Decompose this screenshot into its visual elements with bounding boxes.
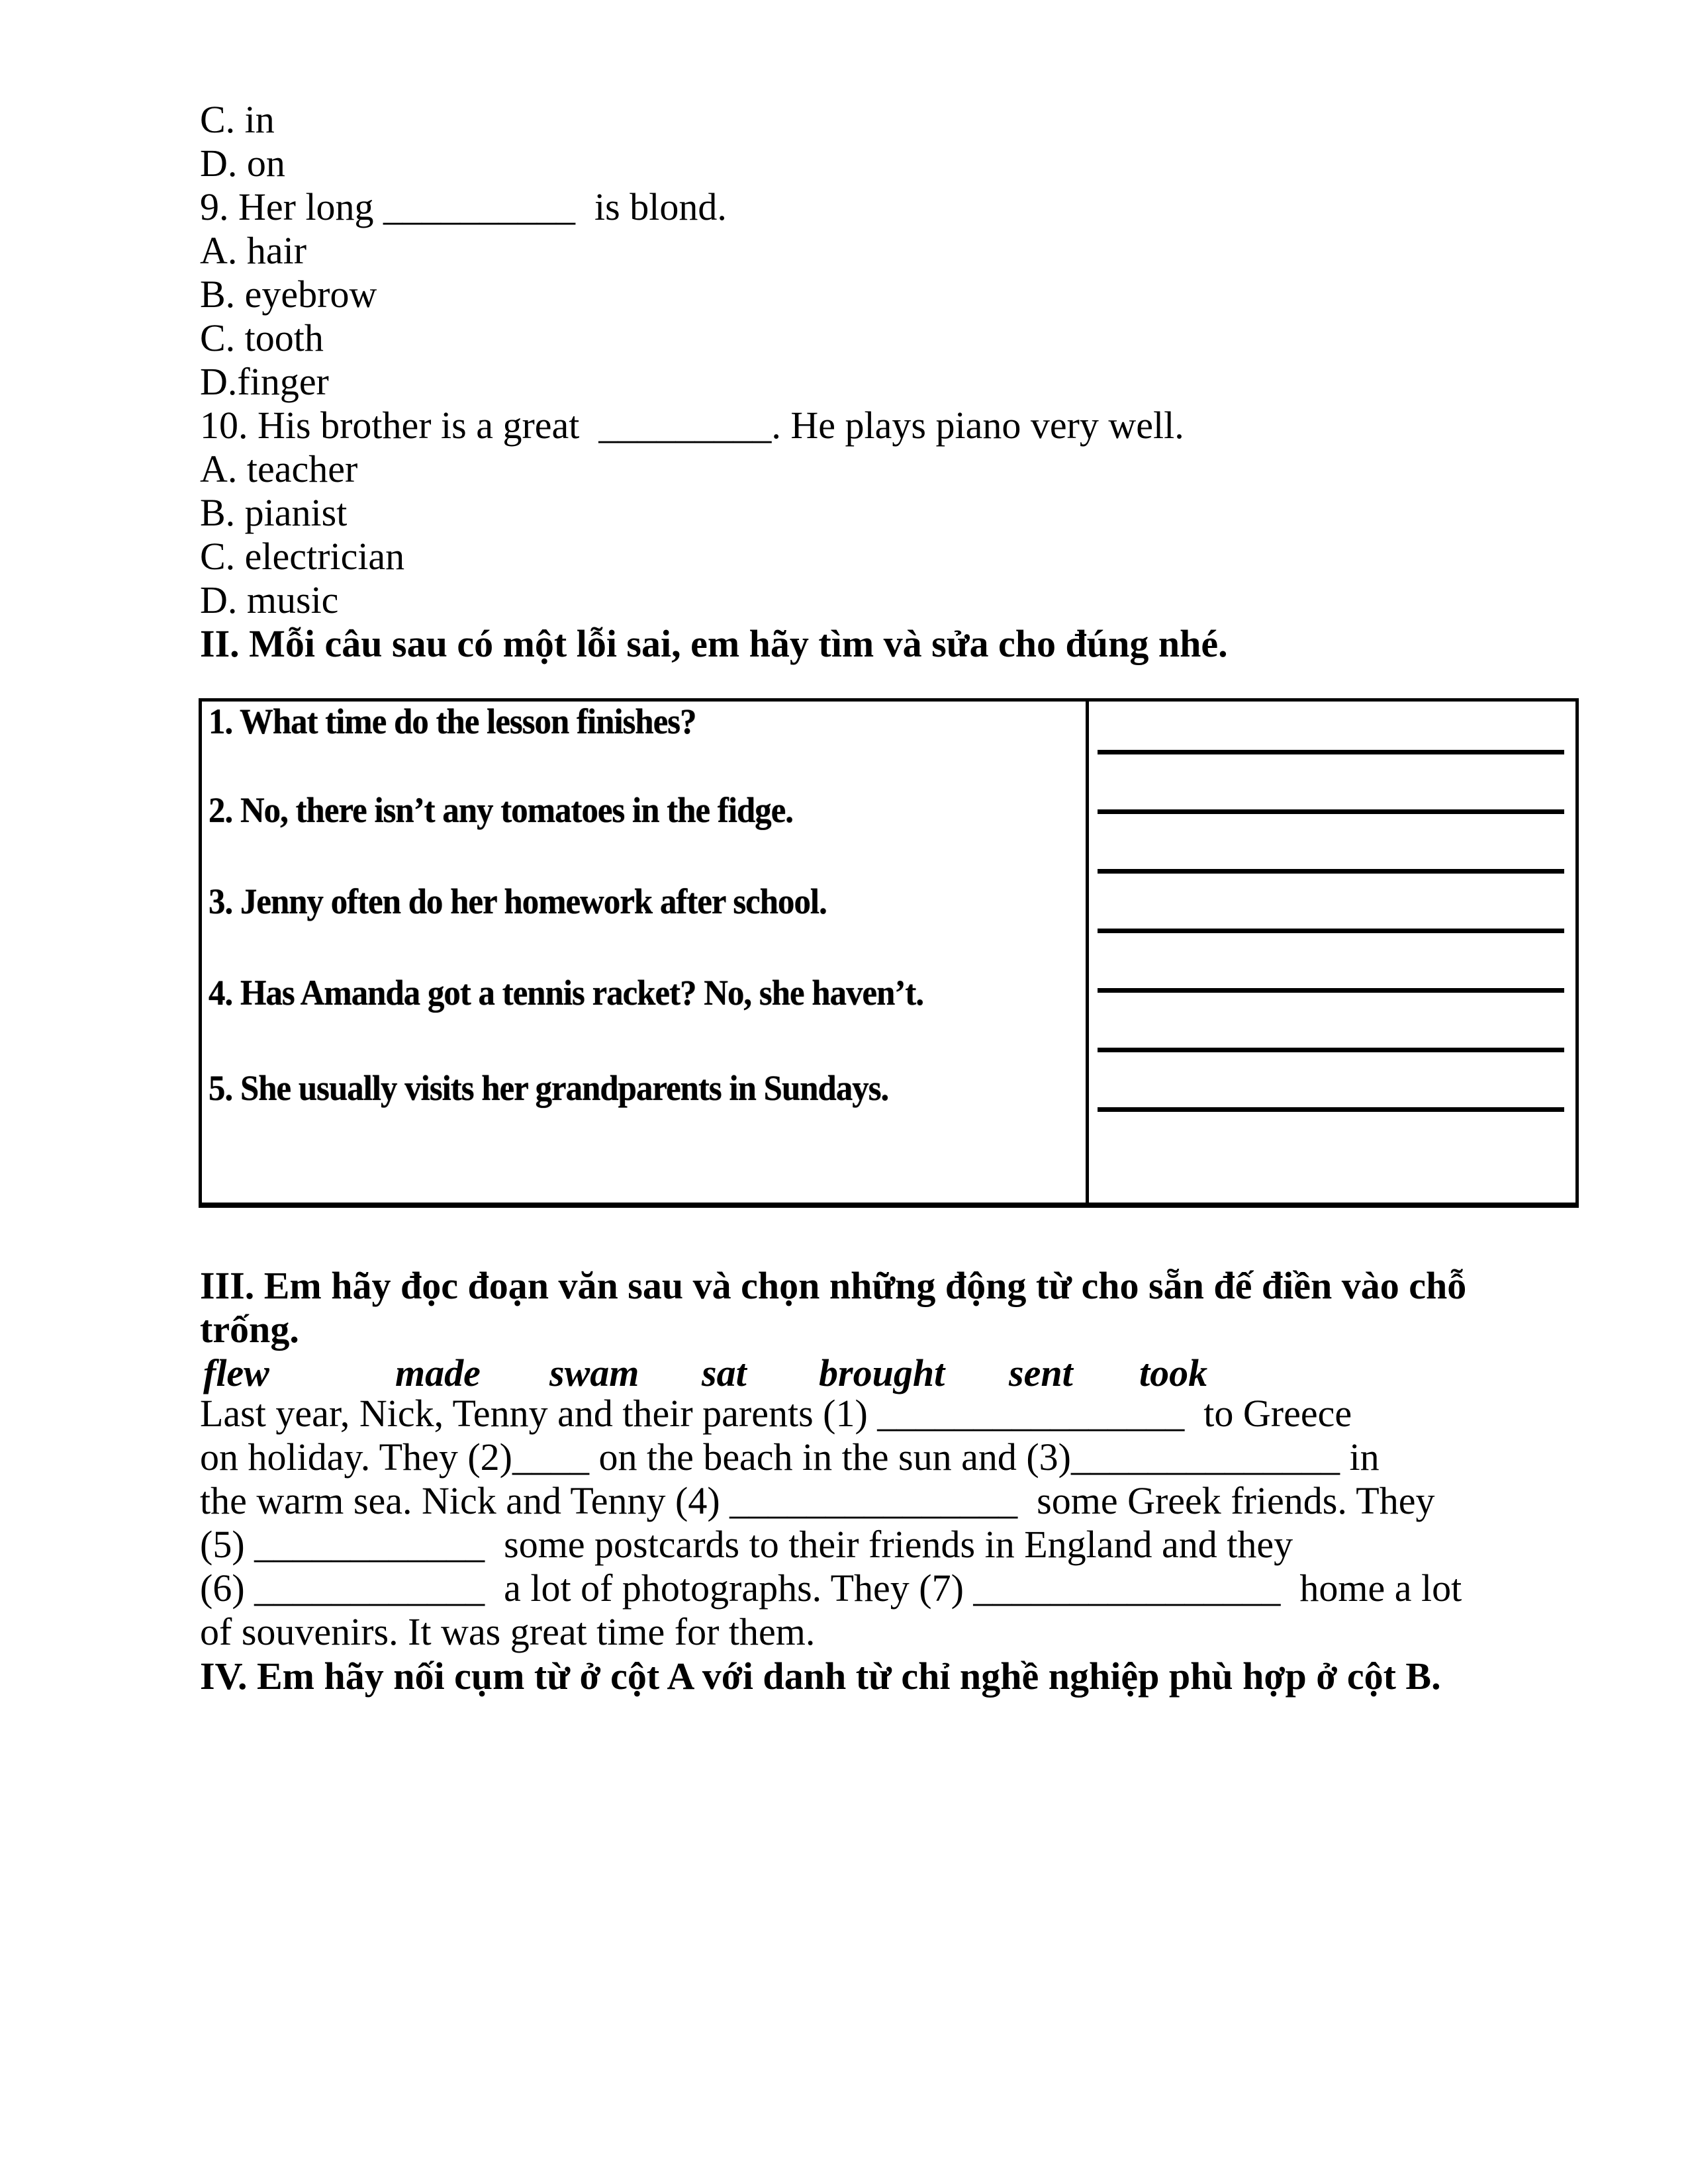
error-sentence: 3. Jenny often do her homework after school. xyxy=(209,882,827,921)
mc-option: C. electrician xyxy=(200,535,405,578)
word-bank-item: swam xyxy=(549,1351,639,1394)
mc-option: C. in xyxy=(200,98,275,141)
section3-heading-line2: trống. xyxy=(200,1308,299,1351)
paragraph-line: of souvenirs. It was great time for them. xyxy=(200,1610,816,1653)
answer-line xyxy=(1098,869,1564,874)
table-column-divider xyxy=(1086,702,1089,1203)
mc-option: D. on xyxy=(200,142,285,185)
word-bank-item: flew xyxy=(203,1351,269,1394)
mc-option: A. teacher xyxy=(200,447,358,490)
mc-question: 10. His brother is a great _________. He plays piano very well. xyxy=(200,404,1184,447)
word-bank-item: made xyxy=(395,1351,481,1394)
section3-heading-line1: III. Em hãy đọc đoạn văn sau và chọn những động từ cho sẵn đế điền vào chỗ xyxy=(200,1264,1467,1307)
error-sentence: 4. Has Amanda got a tennis racket? No, she haven’t. xyxy=(209,973,924,1013)
answer-line xyxy=(1098,809,1564,814)
mc-option: D. music xyxy=(200,578,339,621)
word-bank-item: sent xyxy=(1009,1351,1073,1394)
paragraph-line: Last year, Nick, Tenny and their parents (1) ________________ to Greece xyxy=(200,1392,1352,1435)
word-bank xyxy=(0,1351,1688,1395)
error-sentence: 1. What time do the lesson finishes? xyxy=(209,702,696,741)
error-correction-table xyxy=(199,698,1579,1208)
paragraph-line: the warm sea. Nick and Tenny (4) _______________ some Greek friends. They xyxy=(200,1479,1435,1522)
word-bank-item: took xyxy=(1139,1351,1208,1394)
mc-option: D.finger xyxy=(200,360,329,403)
word-bank-item: sat xyxy=(702,1351,747,1394)
mc-option: B. pianist xyxy=(200,491,348,534)
answer-line xyxy=(1098,1107,1564,1112)
error-sentence: 2. No, there isn’t any tomatoes in the fidge. xyxy=(209,790,794,830)
multiple-choice-block xyxy=(200,98,1228,666)
gap-fill-paragraph xyxy=(200,1392,1462,1654)
answer-line xyxy=(1098,1048,1564,1052)
answer-line xyxy=(1098,750,1564,754)
answer-line xyxy=(1098,988,1564,993)
mc-option: A. hair xyxy=(200,229,307,272)
answer-line xyxy=(1098,929,1564,933)
word-bank-item: brought xyxy=(819,1351,945,1394)
paragraph-line: (5) ____________ some postcards to their friends in England and they xyxy=(200,1523,1293,1566)
error-sentence: 5. She usually visits her grandparents in Sundays. xyxy=(209,1068,889,1108)
mc-option: B. eyebrow xyxy=(200,273,377,316)
paragraph-line: on holiday. They (2)____ on the beach in the sun and (3)______________ in xyxy=(200,1435,1380,1479)
mc-question: 9. Her long __________ is blond. xyxy=(200,185,727,228)
paragraph-line: (6) ____________ a lot of photographs. They (7) ________________ home a lot xyxy=(200,1567,1462,1610)
section4-heading: IV. Em hãy nối cụm từ ở cột A với danh từ chỉ nghề nghiệp phù hợp ở cột B. xyxy=(200,1655,1441,1698)
section2-heading: II. Mỗi câu sau có một lỗi sai, em hãy tìm và sửa cho đúng nhé. xyxy=(200,622,1228,665)
mc-option: C. tooth xyxy=(200,316,324,359)
